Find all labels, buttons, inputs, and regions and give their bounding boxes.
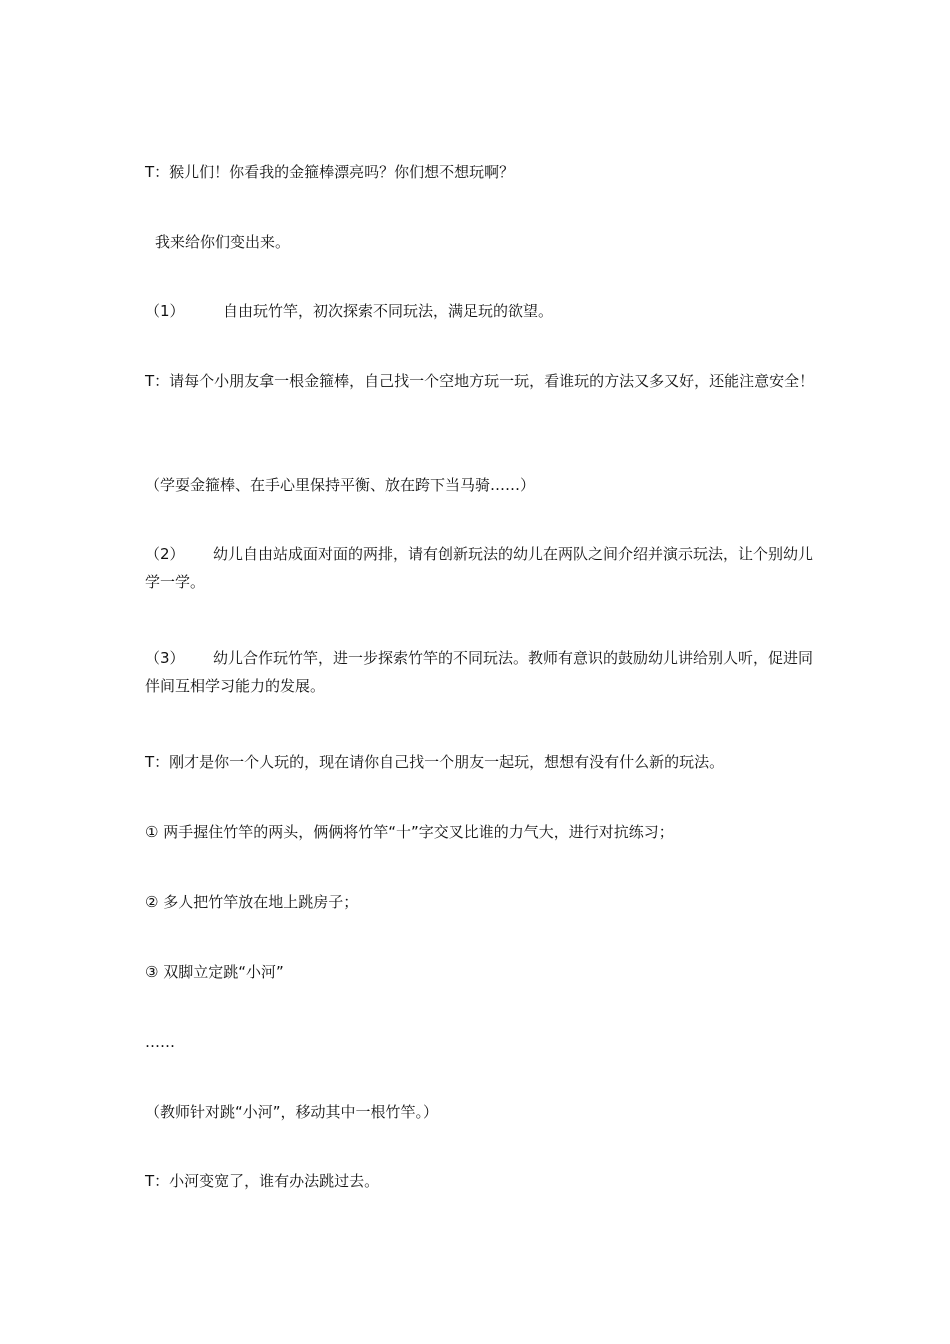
paragraph-text: 自由玩竹竿，初次探索不同玩法，满足玩的欲望。	[223, 302, 554, 320]
paragraph-step-1	[145, 297, 817, 325]
step-number: （1）	[145, 302, 185, 320]
paragraph-teacher-partner	[145, 748, 817, 776]
paragraph-text: ……	[145, 1033, 175, 1051]
paragraph-teacher-question	[145, 158, 817, 186]
paragraph-text: ③ 双脚立定跳“小河”	[145, 963, 284, 981]
paragraph-step-2	[145, 540, 817, 596]
ellipsis-line	[145, 1028, 817, 1056]
paragraph-teacher-river	[145, 1167, 817, 1195]
paragraph-text: 幼儿合作玩竹竿，进一步探索竹竿的不同玩法。教师有意识的鼓励幼儿讲给别人听，促进同伴间互相学习能力的发展。	[145, 649, 814, 695]
list-item-1	[145, 818, 817, 846]
paragraph-text: 幼儿自由站成面对面的两排，请有创新玩法的幼儿在两队之间介绍并演示玩法，让个别幼儿学一学。	[145, 545, 814, 591]
step-number: （3）	[145, 649, 185, 667]
paragraph-text: ② 多人把竹竿放在地上跳房子；	[145, 893, 359, 911]
step-number: （2）	[145, 545, 185, 563]
paragraph-teacher-note	[145, 1098, 817, 1126]
paragraph-text: T：猴儿们！你看我的金箍棒漂亮吗？你们想不想玩啊？	[145, 163, 515, 181]
paragraph-examples	[145, 471, 817, 499]
paragraph-text: T：请每个小朋友拿一根金箍棒，自己找一个空地方玩一玩，看谁玩的方法又多又好，还能注意安全！	[145, 372, 815, 390]
paragraph-text: ① 两手握住竹竿的两头，俩俩将竹竿“十”字交叉比谁的力气大，进行对抗练习；	[145, 823, 674, 841]
paragraph-text: （教师针对跳“小河”，移动其中一根竹竿。）	[145, 1103, 439, 1121]
list-item-3	[145, 958, 817, 986]
paragraph-instruction	[145, 367, 817, 395]
paragraph-text: （学耍金箍棒、在手心里保持平衡、放在跨下当马骑……）	[145, 476, 536, 494]
paragraph-magic	[155, 228, 827, 256]
paragraph-text: T：小河变宽了，谁有办法跳过去。	[145, 1172, 380, 1190]
paragraph-text: 我来给你们变出来。	[155, 233, 291, 251]
paragraph-step-3	[145, 644, 817, 700]
paragraph-text: T：刚才是你一个人玩的，现在请你自己找一个朋友一起玩，想想有没有什么新的玩法。	[145, 753, 725, 771]
list-item-2	[145, 888, 817, 916]
